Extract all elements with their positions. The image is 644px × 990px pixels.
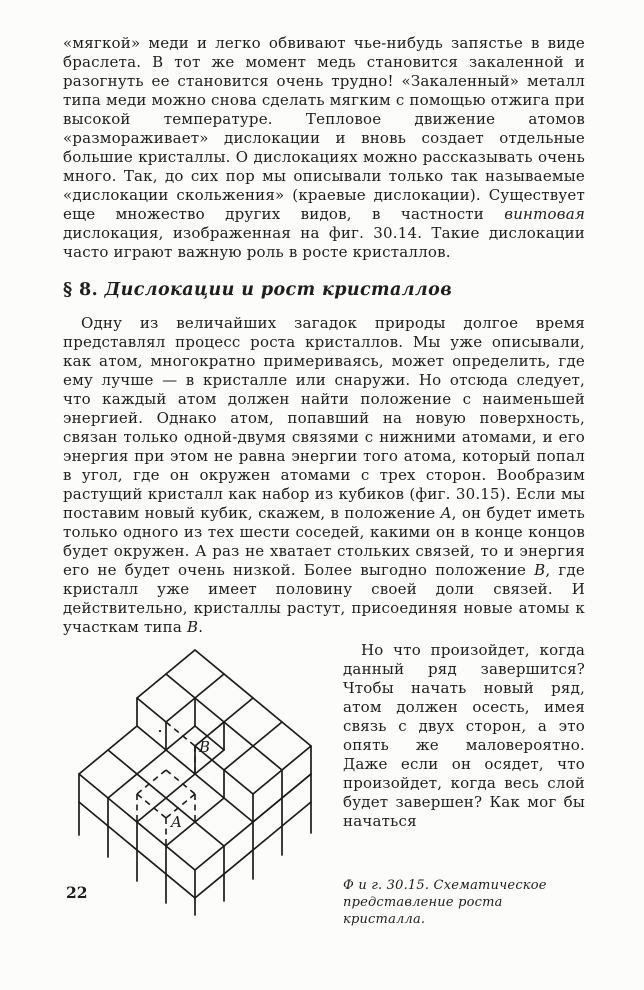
print-dot (159, 730, 161, 732)
figure-label-a: A (171, 813, 182, 831)
right-column (335, 641, 585, 941)
crystal-cubes-figure (63, 641, 335, 923)
page-number: 22 (66, 883, 88, 902)
section-heading: § 8. Дислокации и рост кристаллов (63, 280, 453, 300)
figure-label-b: B (199, 738, 211, 756)
paragraph-row-completion: Но что произойдет, когда данный ряд завершится? Чтобы начать новый ряд, атом должен осесть, имея связь с двух сторон, а это опять же маловероятно. Даже если он осядет, что произойдет, когда весь слой будет завершен? Как мог бы начаться (343, 641, 585, 830)
figure-caption: Ф и г. 30.15. Схематическое представление роста кристалла. (343, 878, 547, 927)
paragraph-copper: «мягкой» меди и легко обвивают чье-нибудь запястье в виде браслета. В тот же момент медь становится закаленной и разогнуть ее становится очень трудно! «Закаленный» металл типа меди можно снова сделать мягким с помощью отжига при высокой температуре. Тепловое движение атомов «размораживает» дислокации и вновь создает отдельные большие кристаллы. О дислокациях можно рассказывать очень много. Так, до сих пор мы описывали только так называемые «дислокации скольжения» (краевые дислокации). Существует еще множество других видов, в частности винтовая дислокация, изображенная на фиг. 30.14. Такие дислокации часто играют важную роль в росте кристаллов. (63, 34, 585, 261)
figure-box (63, 641, 335, 923)
paragraph-crystal-growth: Одну из величайших загадок природы долгое время представлял процесс роста кристаллов. Мы уже описывали, как атом, многократно примериваясь, может определить, где ему лучше — в кристалле или снаружи. Но отсюда следует, что каждый атом должен найти положение с наименьшей энергией. Однако атом, попавший на новую поверхность, связан только одной-двумя связями с нижними атомами, и его энергия при этом не равна энергии того атома, который попал в угол, где он окружен атомами с трех сторон. Вообразим растущий кристалл как набор из кубиков (фиг. 30.15). Если мы поставим новый кубик, скажем, в положение A, он будет иметь только одного из тех шести соседей, какими он в конце концов будет окружен. А раз не хватает стольких связей, то и энергия его не будет очень низкой. Более выгодно положение B, где кристалл уже имеет половину своей доли связей. И действительно, кристаллы растут, присоединяя новые атомы к участкам типа B. (63, 314, 585, 636)
figure-text-row (63, 641, 585, 941)
